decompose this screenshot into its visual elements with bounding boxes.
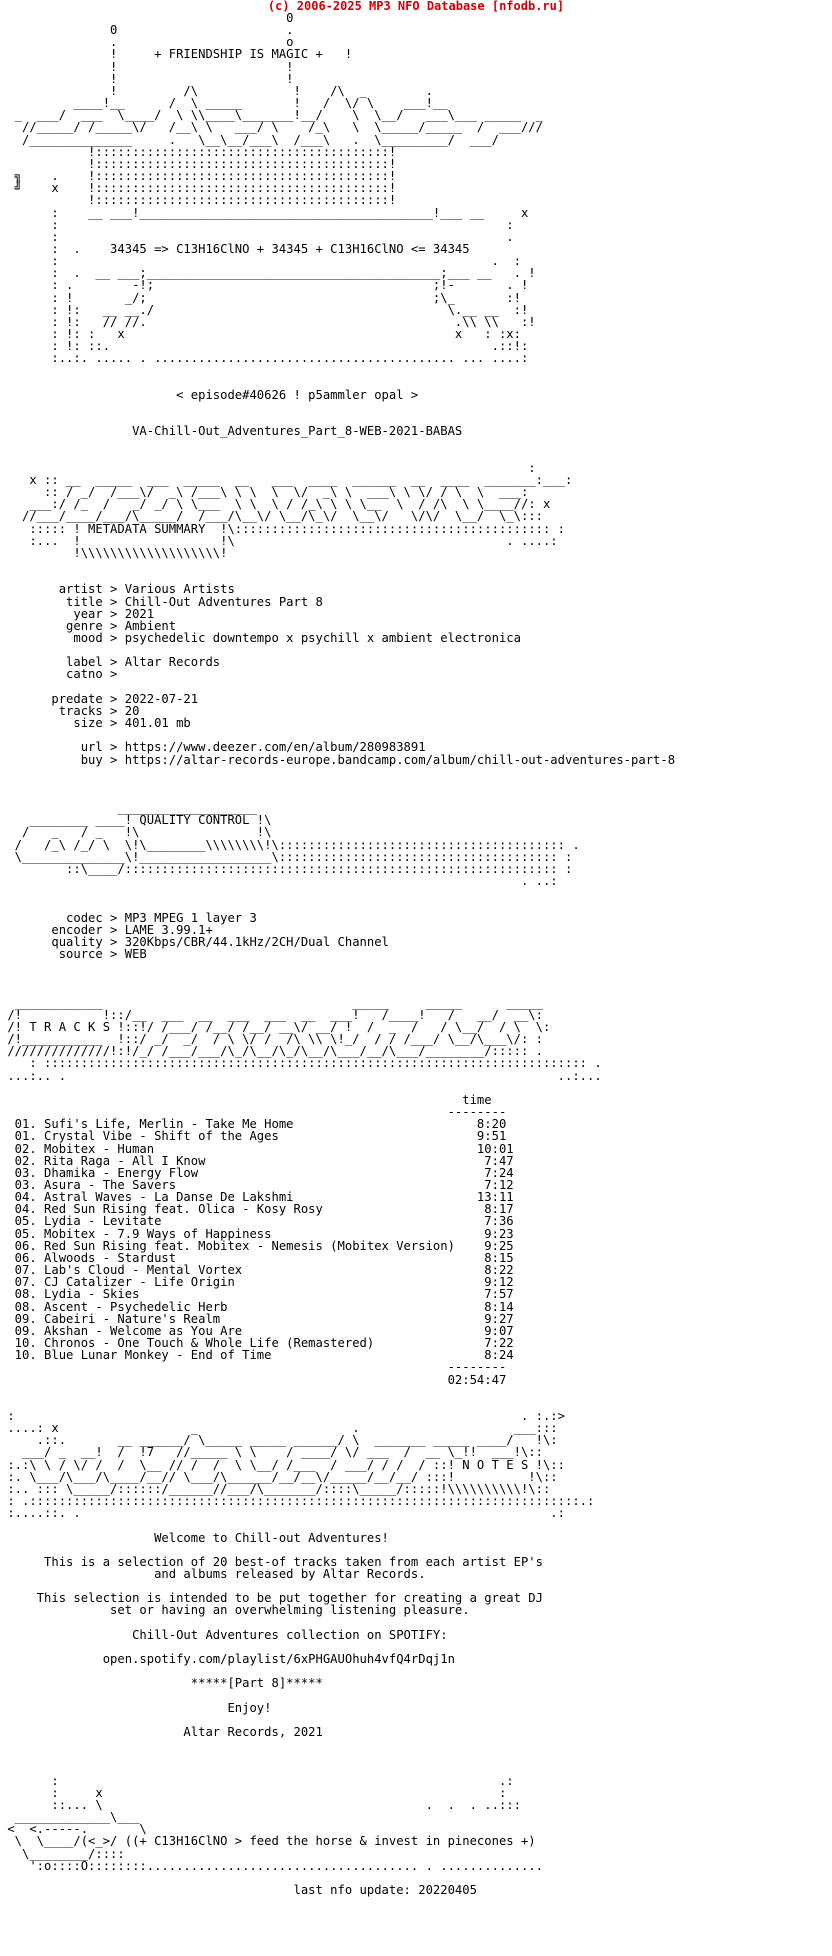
nfo-line: title > Chill-Out Adventures Part 8 <box>0 594 323 609</box>
nfo-line: :.:\ \ / \/ / / \__ // / / \ \__/ /___ / ___/ / / / ::! N O T E S !\:: <box>0 1457 565 1472</box>
nfo-line: :: / _/ /___\/ _\ /___\ \ \ \ \/ _\ \ ___\ \ \/ / \ \ ___: <box>0 485 529 500</box>
nfo-line: 03. Dhamika - Energy Flow 7:24 <box>0 1165 514 1180</box>
nfo-line: ! ! <box>0 59 294 74</box>
nfo-line: ::... \ . . . ..::: <box>0 1797 521 1812</box>
nfo-line: !::::::::::::::::::::::::::::::::::::::::! <box>0 193 397 208</box>
nfo-line: /! !::/__ ___ __ ___ ___ __ ___! /____! / __/ __\: <box>0 1007 543 1022</box>
nfo-line: quality > 320Kbps/CBR/44.1kHz/2CH/Dual Channel <box>0 934 389 949</box>
nfo-line: 05. Lydia - Levitate 7:36 <box>0 1214 514 1229</box>
nfo-line: 02:54:47 <box>0 1372 507 1387</box>
nfo-line: !::::::::::::::::::::::::::::::::::::::::! <box>0 144 397 159</box>
nfo-line: 05. Mobitex - 7.9 Ways of Happiness 9:23 <box>0 1226 514 1241</box>
nfo-line: _____________\___ <box>0 1810 140 1825</box>
nfo-line: 04. Red Sun Rising feat. Olica - Kosy Rosy 8:17 <box>0 1202 514 1217</box>
nfo-line: ! ! <box>0 71 294 86</box>
nfo-line: 06. Alwoods - Stardust 8:15 <box>0 1250 514 1265</box>
nfo-line: \______________\!__________________\:::::::::::::::::::::::::::::::::::::: : <box>0 849 573 864</box>
nfo-line: . ..: <box>0 874 558 889</box>
nfo-line: : x : <box>0 1785 507 1800</box>
nfo-line: This is a selection of 20 best-of tracks taken from each artist EP's <box>0 1554 543 1569</box>
nfo-line: last nfo update: 20220405 <box>0 1883 477 1898</box>
nfo-line: 02. Mobitex - Human 10:01 <box>0 1141 514 1156</box>
nfo-line: 09. Cabeiri - Nature's Realm 9:27 <box>0 1311 514 1326</box>
nfo-line: 02. Rita Raga - All I Know 7:47 <box>0 1153 514 1168</box>
nfo-line: 0 . <box>0 23 294 38</box>
nfo-line: : . : <box>0 254 521 269</box>
nfo-line: predate > 2022-07-21 <box>0 691 199 706</box>
nfo-line: artist > Various Artists <box>0 582 235 597</box>
nfo-line: ╝ x !::::::::::::::::::::::::::::::::::::::::! <box>0 181 397 196</box>
nfo-line: ....: x _ . ___::: <box>0 1421 558 1436</box>
nfo-line: VA-Chill-Out_Adventures_Part_8-WEB-2021-BABAS <box>0 424 463 439</box>
nfo-line: : __ ___!________________________________________!___ __ x <box>0 205 529 220</box>
nfo-line: 03. Asura - The Savers 7:12 <box>0 1178 514 1192</box>
nfo-line: Chill-Out Adventures collection on SPOTIFY: <box>0 1627 448 1642</box>
nfo-line: set or having an overwhelming listening pleasure. <box>0 1603 470 1618</box>
nfo-line: : !: // //. .\\ \\ :! <box>0 314 536 329</box>
nfo-line: !\\\\\\\\\\\\\\\\\\\! <box>0 545 228 560</box>
nfo-line: -------- <box>0 1105 507 1120</box>
nfo-line: catno > <box>0 667 118 682</box>
nfo-line: .::. __ ______/ \_____ _____ ______/ \ _______ _____ ____/ !\: <box>0 1433 558 1448</box>
nfo-line: ___________________ <box>0 801 257 816</box>
nfo-line: time <box>0 1092 492 1107</box>
nfo-line: encoder > LAME 3.99.1+ <box>0 922 213 937</box>
nfo-line: :... ! !\ . ....: <box>0 533 558 548</box>
nfo-line: Altar Records, 2021 <box>0 1725 323 1740</box>
nfo-line: ___/ _ __! / !7 //_____ \ \ / ____/ \/ ___ / __ \_!! ___!\:: <box>0 1445 543 1460</box>
nfo-line: 08. Lydia - Skies 7:57 <box>0 1287 514 1302</box>
nfo-line: :. \___/\___/\____/__// \___/\______/__/__\/_____/__/__/ :::! !\:: <box>0 1469 558 1484</box>
nfo-line: url > https://www.deezer.com/en/album/280983891 <box>0 740 426 755</box>
nfo-line: \________/:::: <box>0 1846 125 1861</box>
nfo-line: label > Altar Records <box>0 655 221 670</box>
nfo-line: tracks > 20 <box>0 703 140 718</box>
nfo-line: ! + FRIENDSHIP IS MAGIC + ! <box>0 47 353 62</box>
nfo-line: 08. Ascent - Psychedelic Herb 8:14 <box>0 1299 514 1314</box>
nfo-line: 01. Crystal Vibe - Shift of the Ages 9:51 <box>0 1129 507 1144</box>
nfo-line: : <box>0 460 536 475</box>
nfo-line: : :::::::::::::::::::::::::::::::::::::::::::::::::::::::::::::::::::::::::: . <box>0 1056 602 1071</box>
nfo-line: This selection is intended to be put together for creating a great DJ <box>0 1591 543 1606</box>
nfo-line: *****[Part 8]***** <box>0 1676 323 1691</box>
nfo-line: x :: __ _____ ___ _____ __ ___ ____ ______ __ ____ _______:___: <box>0 472 573 487</box>
nfo-line: ____!__ / \ _____ ! / \/ \ ___!__ <box>0 96 448 111</box>
nfo-line: . o <box>0 35 294 50</box>
nfo-line: 09. Akshan - Welcome as You Are 9:07 <box>0 1323 514 1338</box>
nfo-line: : ! _/; ;\_ :! <box>0 290 521 305</box>
nfo-line: genre > Ambient <box>0 618 177 633</box>
site-copyright-header: (c) 2006-2025 MP3 NFO Database [nfodb.ru] <box>267 0 565 13</box>
nfo-line: !::::::::::::::::::::::::::::::::::::::::! <box>0 156 397 171</box>
nfo-line: : . :.:> <box>0 1408 565 1423</box>
nfo-line: //////////////!:!/_/ /___/___/\_/\__/\_/\__/\___/__/\___/________/::::: . <box>0 1044 543 1059</box>
nfo-line: size > 401.01 mb <box>0 716 191 731</box>
nfo-line: /______________ . \__\__/___\ /___\ . \_________/ ___/ <box>0 132 499 147</box>
nfo-line: : !: ::. .::!: <box>0 339 529 354</box>
nfo-text-block <box>0 12 675 1896</box>
nfo-line: \ \____/(<_>/ ((+ C13H16ClNO > feed the horse & invest in pinecones +) <box>0 1834 536 1849</box>
nfo-line: ╗ . !::::::::::::::::::::::::::::::::::::::::! <box>0 169 397 184</box>
nfo-line: 07. CJ Catalizer - Life Origin 9:12 <box>0 1275 514 1290</box>
nfo-line: : !: __ __./ \.__ __ :! <box>0 302 529 317</box>
nfo-line: year > 2021 <box>0 606 155 621</box>
nfo-line: -------- <box>0 1360 507 1375</box>
nfo-line: : . <box>0 229 514 244</box>
nfo-line: < episode#40626 ! p5ammler opal > <box>0 387 419 402</box>
nfo-line: ::::: ! METADATA SUMMARY !\::::::::::::::::::::::::::::::::::::::::::: : <box>0 521 565 536</box>
nfo-line: ________ ____! QUALITY CONTROL !\ <box>0 813 272 828</box>
nfo-line: : . -!; ;!- . ! <box>0 278 529 293</box>
nfo-line: 10. Chronos - One Touch & Whole Life (Remastered) 7:22 <box>0 1336 514 1351</box>
nfo-line: 10. Blue Lunar Monkey - End of Time 8:24 <box>0 1348 514 1363</box>
nfo-line: : : <box>0 217 514 232</box>
nfo-line: ::\____/::::::::::::::::::::::::::::::::::::::::::::::::::::::::::: : <box>0 861 573 876</box>
nfo-line: ...:.. . ..:... <box>0 1068 602 1083</box>
nfo-line: source > WEB <box>0 947 147 962</box>
nfo-line: :.. ::: \_____/::::::/______//___/\_______/::::\_____/:::::!\\\\\\\\\\!\:: <box>0 1481 551 1496</box>
nfo-line: ':o::::O::::::::..................................... . .............. <box>0 1858 543 1873</box>
nfo-line: : . __ ___;________________________________________;___ __ . ! <box>0 266 536 281</box>
nfo-line: codec > MP3 MPEG 1 layer 3 <box>0 910 257 925</box>
nfo-line: open.spotify.com/playlist/6xPHGAUOhuh4vfQ4rDqj1n <box>0 1652 455 1667</box>
nfo-line: ___:/ /_ / _/ _/ \ \___ \ \ \ / /_\ \ \ \__ \ / /\ \ \____//: x <box>0 497 551 512</box>
nfo-line: 07. Lab's Cloud - Mental Vortex 8:22 <box>0 1263 514 1278</box>
nfo-line: //___/____/___/\_____/ /___/\__\/ \__/\_\/ \__\/ \/\/ \__/ \_\::: <box>0 509 543 524</box>
nfo-line: buy > https://altar-records-europe.bandcamp.com/album/chill-out-adventures-part-8 <box>0 752 676 767</box>
nfo-line: 06. Red Sun Rising feat. Mobitex - Nemesis (Mobitex Version) 9:25 <box>0 1238 514 1253</box>
nfo-line: / _ / _ !\ !\ <box>0 825 272 840</box>
nfo-line: and albums released by Altar Records. <box>0 1567 426 1581</box>
nfo-line: < <.-----. \ <box>0 1822 147 1837</box>
nfo-line: :....::. . .: <box>0 1506 565 1521</box>
nfo-line: : !: : x x : :x: <box>0 327 521 342</box>
nfo-line: Welcome to Chill-out Adventures! <box>0 1530 389 1545</box>
nfo-line: : .:::::::::::::::::::::::::::::::::::::::::::::::::::::::::::::::::::::::::::.: <box>0 1494 595 1509</box>
nfo-line: ! /\ ! /\ _ . <box>0 83 433 98</box>
nfo-line: 01. Sufi's Life, Merlin - Take Me Home 8:20 <box>0 1117 507 1132</box>
nfo-line: //_____/ /_____\/ /__\ \ ___/ \ /_\ \ \_____/_____ / ___/// <box>0 120 543 135</box>
nfo-line: /! T R A C K S !::!/ /___/ /__/ /__/ __\/ __/ ! / _ / / \__/ / \ \: <box>0 1019 551 1034</box>
nfo-line: :..:. ..... . ......................................... ... ....: <box>0 351 529 366</box>
nfo-line: mood > psychedelic downtempo x psychill x ambient electronica <box>0 630 521 645</box>
nfo-line: : .: <box>0 1773 514 1788</box>
nfo-line: Enjoy! <box>0 1700 272 1715</box>
nfo-line: 04. Astral Waves - La Danse De Lakshmi 13:11 <box>0 1190 514 1205</box>
nfo-line: 0 <box>0 11 294 25</box>
nfo-line: /!___________ !::/ _/ _/ / \ \/ / /\ \\ \!_/ / / /___/ \__/\___\/: : <box>0 1032 543 1047</box>
nfo-line: _ ___/ ___ \____/ \ \\____\_______!__/ \ \__/ ___\___ _____ _ <box>0 108 543 123</box>
nfo-line: : . 34345 => C13H16ClNO + 34345 + C13H16ClNO <= 34345 <box>0 241 470 256</box>
nfo-line: / /_\ /_/ \ \!\________\\\\\\\\!\::::::::::::::::::::::::::::::::::::::: . <box>0 837 580 852</box>
nfo-line: ____________ _____ _____ _____ <box>0 995 543 1010</box>
